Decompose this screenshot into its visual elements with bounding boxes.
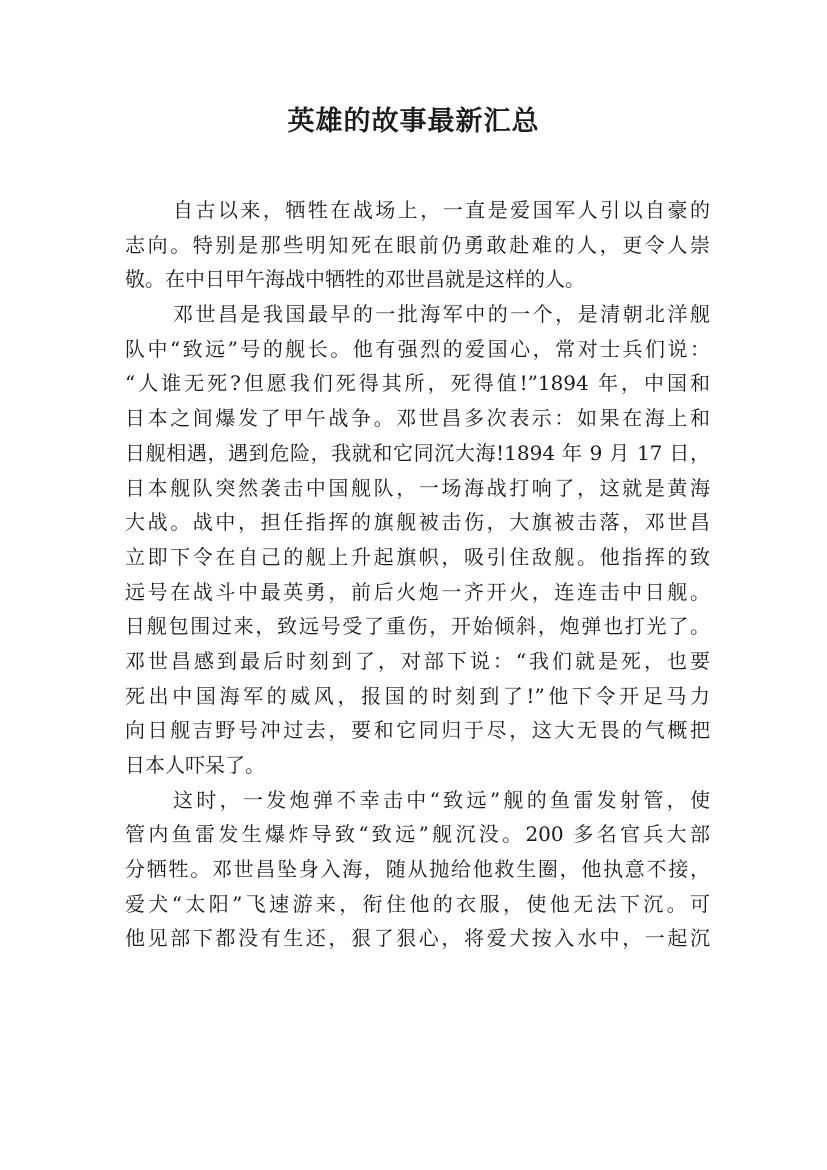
paragraph-line: 日本舰队突然袭击中国舰队，一场海战打响了，这就是黄海 — [125, 475, 710, 500]
paragraph-line: 日舰包围过来，致远号受了重伤，开始倾斜，炮弹也打光了。 — [125, 614, 710, 639]
paragraph-line: 他见部下都没有生还，狠了狠心，将爱犬按入水中，一起沉 — [125, 926, 710, 951]
paragraph-line: 死出中国海军的威风，报国的时刻到了!”他下令开足马力 — [125, 683, 710, 708]
paragraph-line: 自古以来，牺牲在战场上，一直是爱国军人引以自豪的 — [173, 198, 710, 222]
paragraph-line: 立即下令在自己的舰上升起旗帜，吸引住敌舰。他指挥的致 — [125, 544, 710, 569]
paragraph-line: “人谁无死?但愿我们死得其所，死得值!”1894 年，中国和 — [125, 371, 710, 396]
paragraph-line: 远号在战斗中最英勇，前后火炮一齐开火，连连击中日舰。 — [125, 579, 710, 604]
paragraph-line: 这时，一发炮弹不幸击中“致远”舰的鱼雷发射管，使 — [173, 787, 710, 812]
paragraph-line: 日本之间爆发了甲午战争。邓世昌多次表示：如果在海上和 — [125, 406, 710, 431]
paragraph-line: 向日舰吉野号冲过去，要和它同归于尽，这大无畏的气概把 — [125, 718, 710, 743]
paragraph-line: 日本人吓呆了。 — [125, 753, 265, 777]
paragraph-line: 队中“致远”号的舰长。他有强烈的爱国心，常对士兵们说： — [125, 336, 710, 361]
document-body — [125, 193, 710, 956]
paragraph-line: 邓世昌感到最后时刻到了，对部下说：“我们就是死，也要 — [125, 648, 710, 673]
document-title: 英雄的故事最新汇总 — [287, 106, 540, 137]
paragraph-line: 日舰相遇，遇到危险，我就和它同沉大海!1894 年 9 月 17 日， — [125, 440, 710, 465]
paragraph-line: 管内鱼雷发生爆炸导致“致远”舰沉没。200 多名官兵大部 — [125, 822, 710, 847]
paragraph-line: 邓世昌是我国最早的一批海军中的一个，是清朝北洋舰 — [173, 302, 710, 327]
paragraph-line: 敬。在中日甲午海战中牺牲的邓世昌就是这样的人。 — [125, 267, 585, 292]
paragraph-line: 分牺牲。邓世昌坠身入海，随从抛给他救生圈，他执意不接， — [125, 857, 710, 882]
paragraph-line: 志向。特别是那些明知死在眼前仍勇敢赴难的人，更令人崇 — [125, 232, 710, 257]
paragraph-line: 大战。战中，担任指挥的旗舰被击伤，大旗被击落，邓世昌 — [125, 510, 710, 535]
paragraph-line: 爱犬“太阳”飞速游来，衔住他的衣服，使他无法下沉。可 — [125, 891, 710, 916]
